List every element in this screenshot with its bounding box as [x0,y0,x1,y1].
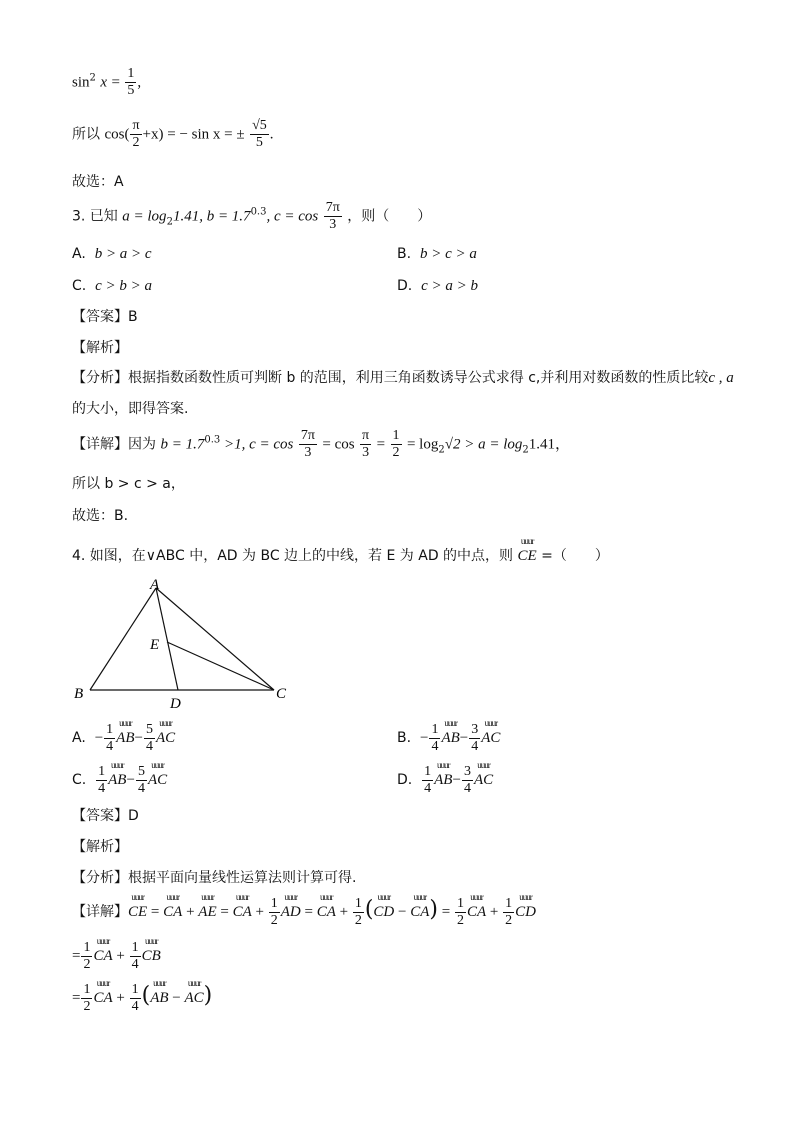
vector-label: CA [93,948,113,964]
sign: − [419,730,429,746]
vector-label: CA [410,904,430,920]
label-d: D [170,696,181,712]
choose-3: 故选：B. [72,508,129,524]
vector [163,894,182,922]
vector-label: AB [108,772,127,788]
label-e: E [150,637,160,653]
question-tail: =（ ） [541,548,609,564]
vector-label: CD [373,904,395,920]
vector-label: CA [93,990,113,1006]
exponent: 0.3 [250,206,267,218]
detail-label: 【详解】因为 [72,436,156,453]
vector-arrow-icon: uuur [519,892,532,902]
log-base: 2 [166,216,173,228]
answer-3: 【答案】B [72,309,138,325]
question-tail: ，则（ ） [347,208,432,225]
vector-arrow-icon: uuur [520,536,534,546]
vector-arrow-icon: uuur [413,892,427,902]
vector [410,894,429,922]
vector-ac [156,720,175,748]
option-letter: C. [72,772,87,788]
fraction [353,896,364,929]
option-text: c > b > a [95,278,153,294]
vector-arrow-icon: uuur [96,936,110,946]
operator: − [168,990,185,1006]
vector-arrow-icon: uuur [477,760,490,770]
log-base: 2 [522,444,529,456]
denominator: 2 [132,135,140,150]
denominator: 2 [83,998,91,1014]
denominator: 4 [463,780,471,796]
log-text: = log [406,436,439,453]
vector [150,980,168,1008]
open-paren: ( [141,983,151,1008]
vector [467,894,486,922]
numerator: 3 [471,721,479,737]
fraction [144,722,155,755]
close-paren: ) [203,983,213,1008]
operator: = [216,904,233,920]
fraction [324,200,342,233]
expr-b: 1.41, b = 1.7 [172,208,251,225]
analysis-4-text: 【分析】根据平面向量线性运算法则计算可得. [72,870,357,886]
option-3b [397,244,477,264]
equation-sin-squared [72,66,141,99]
denominator: 2 [456,912,464,928]
fraction [422,764,433,797]
numerator: 1 [431,721,439,737]
numerator: π [132,118,140,133]
denominator: 3 [304,445,312,460]
detail-3 [72,428,570,461]
denominator: 2 [354,912,362,928]
vector-arrow-icon: uuur [151,760,164,770]
analysis-text: 【分析】根据指数函数性质可判断 b 的范围，利用三角函数诱导公式求得 c,并利用对数函数的性质比较 [72,370,709,386]
log-base: 2 [438,444,445,456]
label-b: B [74,686,84,702]
fraction [455,896,466,929]
question-3 [72,200,431,233]
numerator: 1 [106,721,114,737]
numerator: 1 [424,763,432,779]
vector [198,894,216,922]
fraction [469,722,480,755]
analysis-vars: c , a [708,370,734,386]
expr-a: a = log [122,208,167,225]
sign: − [126,772,135,788]
numerator: 1 [83,981,91,997]
fraction [130,940,141,973]
fraction [269,896,280,929]
vector-label: AC [155,730,176,746]
numerator: 1 [456,895,464,911]
denominator: 4 [145,738,153,754]
median-ad [156,588,178,690]
operator: = [147,904,164,920]
equals: = [72,948,81,964]
sign: − [94,730,104,746]
detail-4-row-1 [72,894,536,929]
vector-arrow-icon: uuur [119,718,132,728]
cos-text: cos( [104,126,130,143]
denominator: 3 [362,445,370,460]
close-paren: ) [429,897,438,922]
sign: − [452,772,461,788]
vector-label: CE [517,548,537,564]
operator: + [335,904,352,920]
numerator: 7π [325,200,340,215]
option-4b [397,720,500,755]
equals: = [111,74,120,91]
vector-arrow-icon: uuur [153,978,166,988]
sign: − [134,730,143,746]
vector-ab [116,720,134,748]
numerator: 1 [131,939,139,955]
analysis-3-text-2: 的大小，即得答案. [72,401,189,417]
fraction [130,118,141,151]
numerator: 1 [131,981,139,997]
vector-label: CB [141,948,161,964]
operator: + [486,904,503,920]
vector-arrow-icon: uuur [159,718,172,728]
denominator: 4 [131,956,139,972]
denominator: 4 [131,998,139,1014]
denominator: 2 [83,956,91,972]
equation-cos [72,118,274,151]
vector-arrow-icon: uuur [187,978,201,988]
label-a: A [150,577,160,593]
label-c: C [276,686,287,702]
option-text: b > a > c [94,246,152,262]
vector-label: AB [116,730,135,746]
numerator: 1 [98,763,106,779]
numerator: 3 [463,763,471,779]
option-letter: C. [72,278,87,294]
vector-arrow-icon: uuur [437,760,450,770]
vector-arrow-icon: uuur [377,892,391,902]
fraction [391,428,402,461]
detail-label: 【详解】 [72,904,128,920]
vector-label: AC [481,730,501,746]
side-ab [90,588,156,690]
expr-mid: >1, c = cos [220,436,294,453]
exponent: 2 [89,72,96,84]
vector-arrow-icon: uuur [484,718,498,728]
fraction [130,982,141,1015]
equation-row [80,978,213,1014]
denominator: 2 [270,912,278,928]
equals-cos: = cos [322,436,355,453]
question-number: 3. 已知 [72,208,118,225]
vector-label: AE [198,904,217,920]
fraction [136,764,147,797]
answer-4: 【答案】D [72,808,139,824]
fraction [250,118,269,151]
option-3d [397,276,478,296]
option-letter: A. [72,246,86,262]
option-letter: D. [397,772,413,788]
fraction [96,764,107,797]
open-paren: ( [364,897,374,922]
sin-text: sin [72,74,90,91]
so-text: 所以 [72,126,100,143]
numerator: 5 [145,721,153,737]
vector-arrow-icon: uuur [131,892,144,902]
analysis-3-text [72,368,734,388]
option-text: b > c > a [419,246,477,262]
option-4c [72,762,167,797]
vector-ab [108,762,126,790]
vector-label: AB [434,772,453,788]
option-letter: A. [72,730,86,746]
vector [317,894,336,922]
vector-ac [481,720,500,748]
analysis-3-header: 【解析】 [72,340,128,356]
expr-tail: √2 > a = log [444,436,523,453]
denominator: 4 [98,780,106,796]
equals: = [72,990,81,1006]
numerator: 1 [354,895,362,911]
vector-label: CD [515,904,536,920]
option-letter: B. [397,730,412,746]
fraction [81,940,92,973]
expr-b: b = 1.7 [160,436,205,453]
equation-row [80,936,161,972]
numerator: 1 [127,66,135,81]
choose-a: 故选：A [72,174,124,190]
vector-arrow-icon: uuur [444,718,457,728]
expr-end: 1.41， [528,436,571,453]
fraction [503,896,514,929]
numerator: √5 [252,118,267,133]
vector-ce [518,538,537,566]
operator: = [300,904,317,920]
equation-row [128,892,536,928]
vector-arrow-icon: uuur [284,892,297,902]
var-x: x [100,74,108,91]
operator: + [182,904,199,920]
vector-arrow-icon: uuur [201,892,214,902]
vector-arrow-icon: uuur [470,892,483,902]
vector-label: CE [128,904,148,920]
denominator: 2 [505,912,513,928]
denominator: 4 [137,780,145,796]
vector-arrow-icon: uuur [96,978,110,988]
option-4a [72,720,175,755]
operator: + [251,904,268,920]
option-letter: B. [397,246,412,262]
denominator: 5 [127,83,135,98]
numerator: 1 [83,939,91,955]
denominator: 2 [392,445,400,460]
vector-label: CA [163,904,183,920]
fraction [81,982,92,1015]
numerator: π [362,428,370,443]
fraction [299,428,317,461]
numerator: 5 [137,763,145,779]
numerator: 7π [300,428,315,443]
vector [93,980,112,1008]
question-4 [72,538,609,566]
segment-ec [167,642,274,690]
triangle-figure [70,574,300,714]
vector-arrow-icon: uuur [144,936,158,946]
fraction [429,722,440,755]
option-text: c > a > b [421,278,479,294]
vector-arrow-icon: uuur [166,892,179,902]
numerator: 1 [392,428,400,443]
vector-ac [474,762,493,790]
vector-label: AB [441,730,460,746]
vector [142,938,161,966]
detail-4-row-3 [72,980,212,1015]
denominator: 5 [255,135,263,150]
period: . [269,126,274,143]
vector-label: AD [280,904,301,920]
vector-ac [148,762,167,790]
vector-label: AC [473,772,494,788]
vector [515,894,536,922]
side-ac [156,588,274,690]
option-3c [72,276,152,296]
vector-label: AB [150,990,169,1006]
vector [128,894,147,922]
so-3: 所以 b > c > a， [72,476,185,492]
vector [93,938,112,966]
comma: , [137,74,142,91]
vector-label: CA [232,904,252,920]
vector-arrow-icon: uuur [111,760,124,770]
question-text: 4. 如图，在∨ABC 中，AD 为 BC 边上的中线，若 E 为 AD 的中点，则 [72,548,514,564]
expr-c: , c = cos [266,208,319,225]
vector [281,894,301,922]
fraction [360,428,371,461]
denominator: 4 [424,780,432,796]
operator: = [438,904,454,920]
option-letter: D. [397,278,413,294]
sign: − [459,730,469,746]
denominator: 4 [106,738,114,754]
vector-label: CA [466,904,487,920]
vector [233,894,252,922]
denominator: 4 [471,738,479,754]
fraction [462,764,473,797]
analysis-4-header: 【解析】 [72,839,128,855]
fraction [104,722,115,755]
vector-label: CA [316,904,336,920]
operator: + [112,990,129,1006]
denominator: 4 [431,738,439,754]
vector [185,980,204,1008]
numerator: 1 [505,895,513,911]
vector-arrow-icon: uuur [320,892,333,902]
detail-4-row-2 [72,938,161,973]
exponent: 0.3 [204,434,221,446]
vector-label: AC [147,772,168,788]
operator: − [394,904,411,920]
denominator: 3 [329,217,337,232]
vector-label: AC [184,990,204,1006]
equals: = [376,436,386,453]
option-3a [72,244,152,264]
expression: +x) = − sin x = ± [142,126,245,143]
numerator: 1 [270,895,278,911]
option-4d [397,762,493,797]
vector-ab [441,720,459,748]
fraction [125,66,136,99]
operator: + [112,948,129,964]
vector [373,894,394,922]
vector-arrow-icon: uuur [235,892,249,902]
vector-ab [434,762,452,790]
